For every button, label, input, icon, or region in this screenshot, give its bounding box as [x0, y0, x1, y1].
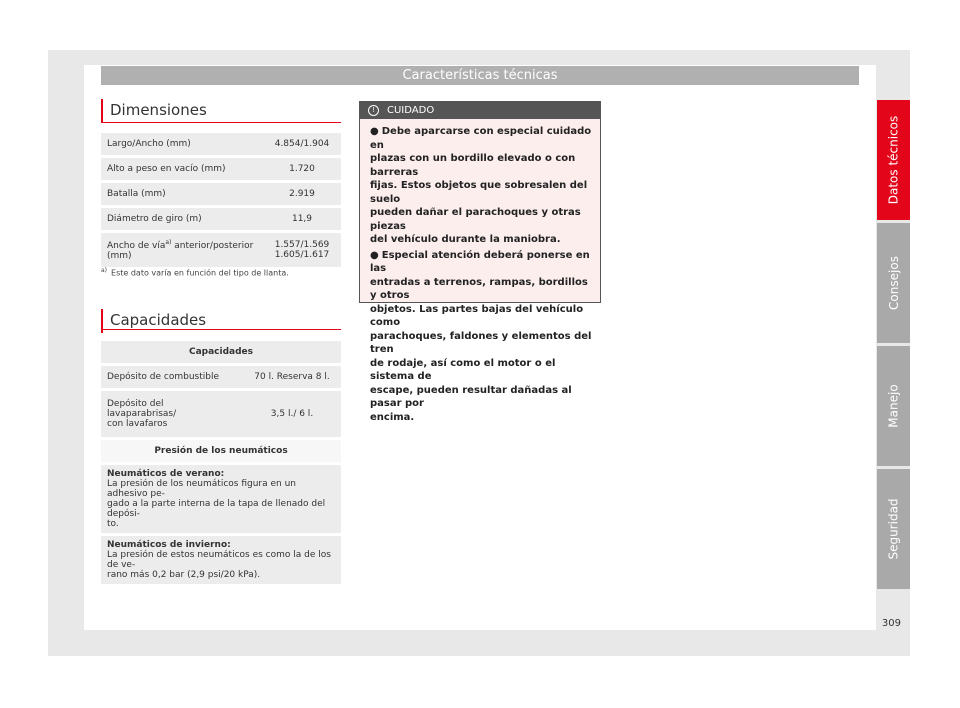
chapter-title: Características técnicas — [402, 68, 558, 83]
table-row — [101, 133, 341, 155]
table-row — [101, 465, 341, 533]
table-row — [101, 158, 341, 180]
tab-manejo[interactable]: Manejo — [877, 346, 910, 466]
table-row — [101, 183, 341, 205]
footnote: $^{a)}$ Este dato varía en función del tipo de llanta. — [101, 267, 289, 278]
tab-datos-tecnicos[interactable]: Datos técnicos — [877, 100, 910, 220]
winter-tires-cell: Neumáticos de invierno: La presión de estos neumáticos es como la de los de ve- rano más 0,2 bar (2,9 psi/20 kPa). — [101, 536, 341, 584]
row-value: 1.557/1.569 1.605/1.617 — [263, 233, 341, 267]
section-title-dimensiones: Dimensiones — [101, 101, 207, 119]
table-row — [101, 233, 341, 267]
row-label: Diámetro de giro (m) — [101, 208, 263, 230]
caution-header — [360, 102, 600, 119]
footnote-ref: a) — [165, 239, 172, 246]
chapter-header — [101, 66, 859, 85]
bullet-icon: ● — [370, 249, 379, 261]
dimensions-table — [101, 130, 341, 270]
tab-consejos[interactable]: Consejos — [877, 223, 910, 343]
table-row — [101, 536, 341, 584]
side-tab-nav — [877, 100, 910, 592]
table-title: Capacidades — [101, 341, 341, 363]
table-row — [101, 391, 341, 437]
row-value: 1.720 — [263, 158, 341, 180]
summer-tires-cell: Neumáticos de verano: La presión de los neumáticos figura en un adhesivo pe- gado a la parte interna de la tapa de llenado del depósi- to. — [101, 465, 341, 533]
caution-title: CUIDADO — [387, 105, 435, 116]
row-value: 70 l. Reserva 8 l. — [243, 366, 341, 388]
warning-icon: ! — [368, 105, 379, 116]
row-label: Largo/Ancho (mm) — [101, 133, 263, 155]
capacities-table — [101, 338, 341, 587]
section-rule — [101, 122, 341, 123]
table-row — [101, 341, 341, 363]
row-value: 4.854/1.904 — [263, 133, 341, 155]
bullet-icon: ● — [370, 126, 379, 137]
section-title-capacidades: Capacidades — [101, 311, 206, 329]
caution-item: ● Debe aparcarse con especial cuidado en plazas con un bordillo elevado o con barreras fijas. Estos objetos que sobresalen del suelo pueden dañar el parachoques y otras piezas del vehículo durante la maniobra. — [370, 126, 592, 245]
row-label: Depósito del lavaparabrisas/ con lavafaros — [101, 391, 243, 437]
row-label: Batalla (mm) — [101, 183, 263, 205]
row-label: Ancho de vía$^{a)}$ anterior/posterior (mm) — [101, 233, 263, 267]
section-rule — [101, 329, 341, 330]
page-number: 309 — [881, 618, 901, 629]
tab-seguridad[interactable]: Seguridad — [877, 469, 910, 589]
row-value: 3,5 l./ 6 l. — [243, 391, 341, 437]
table-row — [101, 440, 341, 462]
table-subtitle: Presión de los neumáticos — [101, 440, 341, 462]
caution-item: ● Especial atención deberá ponerse en las entradas a terrenos, rampas, bordillos y otros objetos. Las partes bajas del vehículo como parachoques, faldones y elementos del tren de rodaje, así como el motor o el sistema de escape, pueden resultar dañadas al pasar por encima. — [370, 249, 592, 423]
row-value: 2.919 — [263, 183, 341, 205]
row-label: Depósito de combustible — [101, 366, 243, 388]
table-row — [101, 366, 341, 388]
table-row — [101, 208, 341, 230]
row-value: 11,9 — [263, 208, 341, 230]
caution-box — [359, 101, 601, 423]
caution-body — [360, 119, 600, 430]
row-label: Alto a peso en vacío (mm) — [101, 158, 263, 180]
